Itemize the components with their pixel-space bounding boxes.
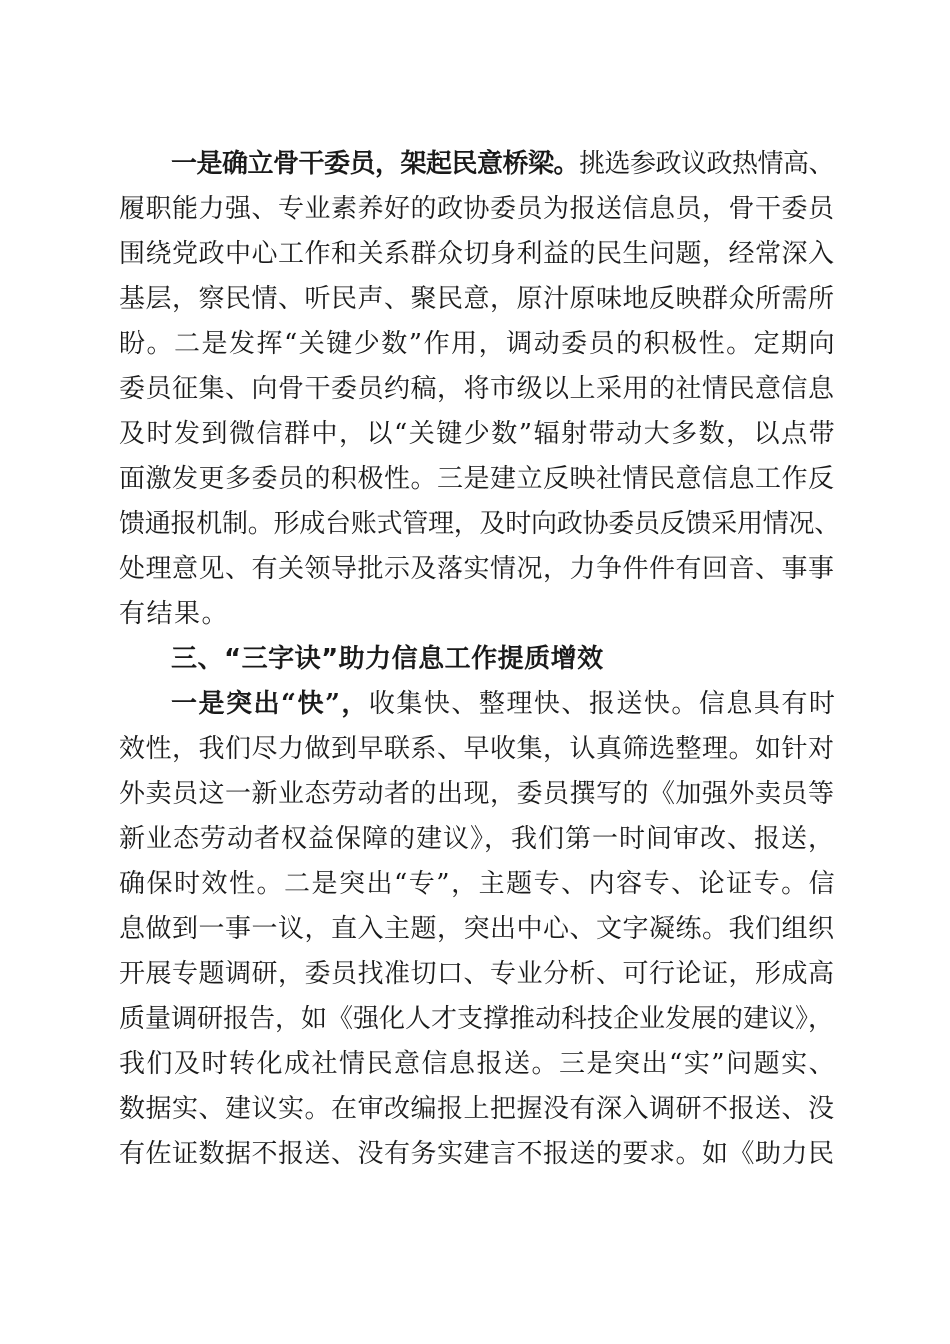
paragraph-line: 外卖员这一新业态劳动者的出现，委员撰写的《加强外卖员等	[119, 779, 835, 809]
paragraph-line: 确保时效性。二是突出“专”，主题专、内容专、论证专。信	[119, 869, 837, 899]
paragraph-line: 面激发更多委员的积极性。三是建立反映社情民意信息工作反	[119, 464, 835, 494]
paragraph-line	[171, 688, 836, 720]
paragraph-text: 收集快、整理快、报送快。信息具有时	[368, 689, 837, 719]
paragraph-line: 馈通报机制。形成台账式管理，及时向政协委员反馈采用情况、	[119, 509, 841, 539]
paragraph-line: 息做到一事一议，直入主题，突出中心、文字凝练。我们组织	[119, 914, 835, 944]
paragraph-line: 质量调研报告，如《强化人才支撑推动科技企业发展的建议》，	[119, 1004, 835, 1034]
paragraph-line: 开展专题调研，委员找准切口、专业分析、可行论证，形成高	[119, 959, 835, 989]
paragraph-lead: 一是确立骨干委员，架起民意桥梁。	[171, 149, 580, 179]
section-heading: 三、“三字诀”助力信息工作提质增效	[171, 644, 604, 674]
paragraph-line: 处理意见、有关领导批示及落实情况，力争件件有回音、事事	[119, 554, 835, 584]
paragraph-line: 有结果。	[119, 599, 230, 629]
paragraph-line: 我们及时转化成社情民意信息报送。三是突出“实”问题实、	[119, 1049, 837, 1079]
paragraph-line: 围绕党政中心工作和关系群众切身利益的民生问题，经常深入	[119, 239, 835, 269]
paragraph-line: 有佐证数据不报送、没有务实建言不报送的要求。如《助力民	[119, 1139, 835, 1169]
paragraph-line: 履职能力强、专业素养好的政协委员为报送信息员，骨干委员	[119, 194, 835, 224]
paragraph-line: 盼。二是发挥“关键少数”作用，调动委员的积极性。定期向	[119, 329, 837, 359]
paragraph-line: 数据实、建议实。在审改编报上把握没有深入调研不报送、没	[119, 1094, 835, 1124]
paragraph-line: 及时发到微信群中，以“关键少数”辐射带动大多数，以点带	[119, 419, 837, 449]
paragraph-line: 基层，察民情、听民声、聚民意，原汁原味地反映群众所需所	[119, 284, 835, 314]
paragraph-line: 效性，我们尽力做到早联系、早收集，认真筛选整理。如针对	[119, 734, 835, 764]
paragraph-line: 新业态劳动者权益保障的建议》，我们第一时间审改、报送，	[119, 824, 836, 854]
paragraph-line: 委员征集、向骨干委员约稿，将市级以上采用的社情民意信息	[119, 374, 835, 404]
paragraph-line	[171, 148, 834, 180]
paragraph-lead: 一是突出“快”，	[171, 689, 369, 719]
paragraph-text: 挑选参政议政热情高、	[579, 149, 835, 179]
